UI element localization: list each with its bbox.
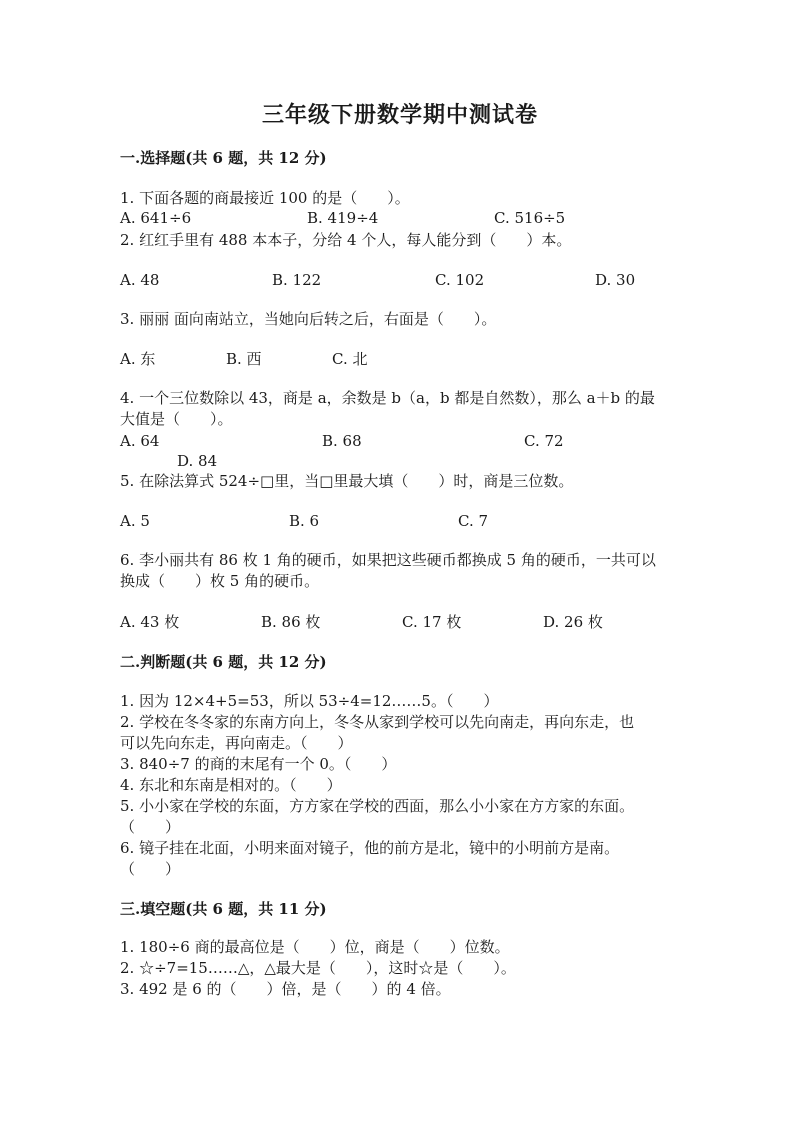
- question-stem: 4. 一个三位数除以 43，商是 a，余数是 b（a，b 都是自然数），那么 a＋b 的最: [120, 389, 655, 407]
- fill-blank-item: 2. ☆÷7=15……△，△最大是（ ），这时☆是（ ）。: [120, 959, 516, 977]
- section-heading-choice: 一.选择题(共 6 题，共 12 分): [120, 149, 327, 167]
- page-title: 三年级下册数学期中测试卷: [261, 102, 538, 128]
- question-stem: 2. 红红手里有 488 本本子，分给 4 个人，每人能分到（ ）本。: [120, 231, 572, 249]
- option-c: C. 北: [332, 350, 368, 368]
- judgement-item: 5. 小小家在学校的东面，方方家在学校的西面，那么小小家在方方家的东面。: [120, 797, 635, 815]
- option-c: C. 516÷5: [494, 209, 566, 227]
- question-stem-cont: 换成（ ）枚 5 角的硬币。: [120, 572, 320, 590]
- option-c: C. 17 枚: [402, 613, 462, 631]
- option-b: B. 122: [272, 271, 322, 289]
- option-c: C. 102: [435, 271, 485, 289]
- judgement-item: 1. 因为 12×4+5=53，所以 53÷4=12……5。（ ）: [120, 692, 499, 710]
- option-a: A. 48: [120, 271, 160, 289]
- option-a: A. 5: [120, 512, 150, 530]
- question-stem: 5. 在除法算式 524÷□里，当□里最大填（ ）时，商是三位数。: [120, 472, 574, 490]
- judgement-item: 6. 镜子挂在北面，小明来面对镜子，他的前方是北，镜中的小明前方是南。: [120, 839, 620, 857]
- option-b: B. 6: [289, 512, 320, 530]
- option-a: A. 43 枚: [120, 613, 180, 631]
- option-b: B. 西: [226, 350, 262, 368]
- option-d: D. 26 枚: [543, 613, 603, 631]
- judgement-item-cont: （ ）: [120, 818, 181, 836]
- option-c: C. 72: [524, 432, 564, 450]
- judgement-item-cont: 可以先向东走，再向南走。（ ）: [120, 734, 353, 752]
- question-stem: 6. 李小丽共有 86 枚 1 角的硬币，如果把这些硬币都换成 5 角的硬币，一共可以: [120, 551, 656, 569]
- judgement-item: 3. 840÷7 的商的末尾有一个 0。（ ）: [120, 755, 397, 773]
- option-d: D. 84: [177, 452, 218, 470]
- option-a: A. 641÷6: [120, 209, 192, 227]
- option-c: C. 7: [458, 512, 489, 530]
- option-a: A. 64: [120, 432, 160, 450]
- option-b: B. 68: [322, 432, 362, 450]
- option-b: B. 86 枚: [261, 613, 321, 631]
- judgement-item: 2. 学校在冬冬家的东南方向上，冬冬从家到学校可以先向南走，再向东走，也: [120, 713, 635, 731]
- judgement-item-cont: （ ）: [120, 860, 181, 878]
- option-d: D. 30: [595, 271, 636, 289]
- option-b: B. 419÷4: [307, 209, 379, 227]
- option-a: A. 东: [120, 350, 156, 368]
- fill-blank-item: 1. 180÷6 商的最高位是（ ）位，商是（ ）位数。: [120, 938, 510, 956]
- judgement-item: 4. 东北和东南是相对的。（ ）: [120, 776, 342, 794]
- fill-blank-item: 3. 492 是 6 的（ ）倍，是（ ）的 4 倍。: [120, 980, 451, 998]
- section-heading-fill-blank: 三.填空题(共 6 题，共 11 分): [120, 900, 327, 918]
- question-stem: 1. 下面各题的商最接近 100 的是（ ）。: [120, 189, 410, 207]
- question-stem-cont: 大值是（ ）。: [120, 410, 233, 428]
- question-stem: 3. 丽丽 面向南站立，当她向后转之后，右面是（ ）。: [120, 310, 497, 328]
- section-heading-judgement: 二.判断题(共 6 题，共 12 分): [120, 653, 327, 671]
